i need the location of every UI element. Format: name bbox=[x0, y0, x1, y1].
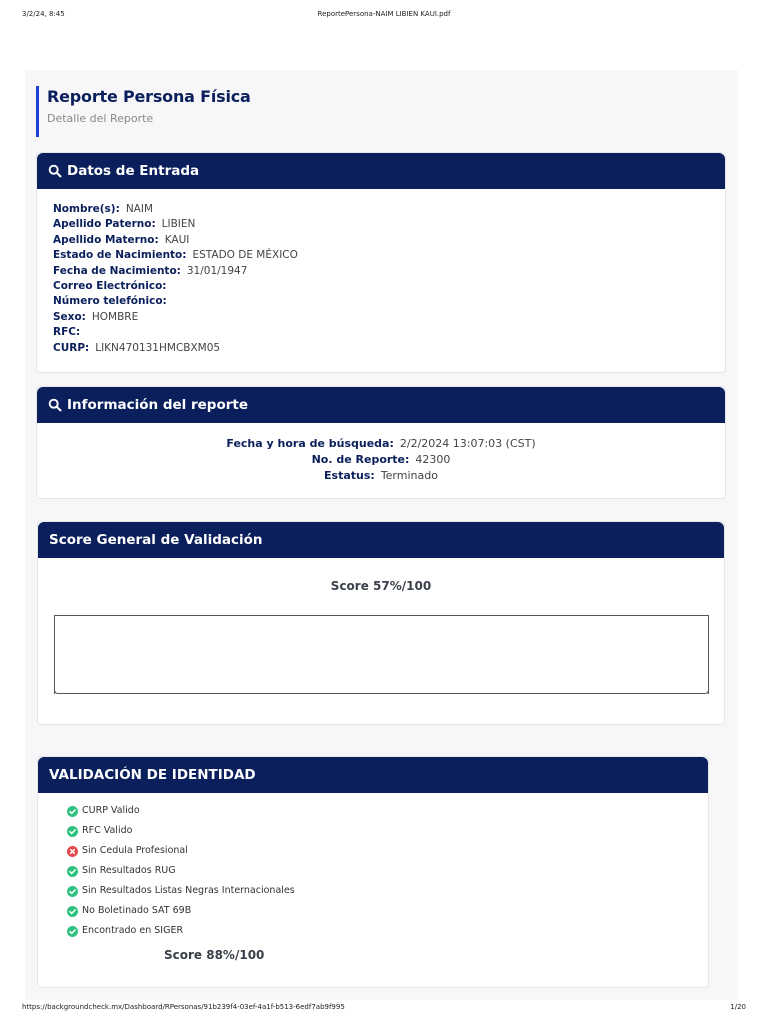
field-label: Nombre(s): bbox=[53, 203, 120, 215]
field-row bbox=[53, 217, 725, 232]
report-title-block bbox=[36, 86, 336, 137]
field-row bbox=[53, 294, 725, 309]
print-page-number: 1/20 bbox=[730, 1003, 746, 1011]
datos-entrada-fields bbox=[37, 189, 725, 356]
field-row bbox=[53, 325, 725, 340]
score-general-header bbox=[38, 522, 724, 558]
field-row bbox=[53, 233, 725, 248]
score-general-text: Score 57%/100 bbox=[330, 579, 432, 593]
field-row bbox=[53, 248, 725, 263]
field-label: Estado de Nacimiento: bbox=[53, 249, 187, 262]
page-subtitle: Detalle del Reporte bbox=[47, 112, 154, 125]
validacion-item-label: Sin Cedula Profesional bbox=[82, 845, 188, 856]
field-label: CURP: bbox=[53, 341, 90, 354]
validacion-item-label: Encontrado en SIGER bbox=[82, 925, 184, 936]
validacion-item bbox=[67, 861, 708, 881]
search-icon bbox=[48, 398, 62, 412]
info-value: 42300 bbox=[415, 453, 451, 466]
field-label: Fecha de Nacimiento: bbox=[53, 264, 181, 277]
field-label: Apellido Paterno: bbox=[53, 218, 156, 231]
validacion-item bbox=[67, 821, 708, 841]
field-row bbox=[53, 310, 725, 325]
validacion-item bbox=[67, 881, 708, 901]
print-doc-title: ReportePersona-NAIM LIBIEN KAUI.pdf bbox=[317, 10, 451, 18]
field-label: Número telefónico: bbox=[53, 295, 167, 308]
field-value: LIKN470131HMCBXM05 bbox=[95, 341, 221, 354]
print-footer bbox=[22, 1003, 746, 1015]
check-circle-icon bbox=[67, 806, 78, 817]
validacion-item bbox=[67, 901, 708, 921]
check-circle-icon bbox=[67, 826, 78, 837]
datos-entrada-card bbox=[36, 152, 726, 373]
field-label: RFC: bbox=[53, 326, 81, 339]
print-header bbox=[22, 10, 746, 22]
field-label: Correo Electrónico: bbox=[53, 280, 167, 293]
page-title: Reporte Persona Física bbox=[47, 87, 251, 106]
info-value: 2/2/2024 13:07:03 (CST) bbox=[399, 437, 536, 450]
info-reporte-title: Información del reporte bbox=[67, 397, 248, 413]
info-reporte-fields bbox=[37, 423, 725, 484]
validacion-item-label: CURP Valido bbox=[82, 805, 140, 816]
validacion-card bbox=[37, 756, 709, 988]
score-general-card bbox=[37, 521, 725, 725]
validacion-item bbox=[67, 841, 708, 861]
validacion-item-label: Sin Resultados Listas Negras Internacionales bbox=[82, 885, 295, 896]
info-label: No. de Reporte: bbox=[311, 453, 410, 466]
info-row bbox=[37, 452, 725, 468]
field-value: KAUI bbox=[164, 233, 190, 246]
datos-entrada-title: Datos de Entrada bbox=[67, 163, 200, 179]
check-circle-icon bbox=[67, 926, 78, 937]
score-general-title: Score General de Validación bbox=[49, 532, 263, 548]
field-value: NAIM bbox=[125, 203, 154, 215]
info-reporte-header bbox=[37, 387, 725, 423]
field-value: ESTADO DE MÉXICO bbox=[192, 249, 298, 262]
field-label: Sexo: bbox=[53, 310, 86, 323]
field-row bbox=[53, 279, 725, 294]
field-value: 31/01/1947 bbox=[186, 264, 248, 277]
field-value: HOMBRE bbox=[91, 310, 139, 323]
field-row bbox=[53, 341, 725, 356]
validacion-item bbox=[67, 801, 708, 821]
validacion-title: VALIDACIÓN DE IDENTIDAD bbox=[49, 767, 256, 783]
validacion-item bbox=[67, 921, 708, 941]
check-circle-icon bbox=[67, 906, 78, 917]
validacion-item-label: Sin Resultados RUG bbox=[82, 865, 176, 876]
validacion-item-label: No Boletinado SAT 69B bbox=[82, 905, 192, 916]
validacion-header bbox=[38, 757, 708, 793]
validacion-item-label: RFC Valido bbox=[82, 825, 133, 836]
field-label: Apellido Materno: bbox=[53, 233, 159, 246]
validacion-list bbox=[38, 793, 708, 941]
info-row bbox=[37, 436, 725, 452]
search-icon bbox=[48, 164, 62, 178]
field-value: LIBIEN bbox=[161, 218, 196, 231]
info-reporte-card bbox=[36, 386, 726, 499]
check-circle-icon bbox=[67, 886, 78, 897]
datos-entrada-header bbox=[37, 153, 725, 189]
field-row bbox=[53, 202, 725, 217]
info-value: Terminado bbox=[380, 469, 438, 482]
score-gauge-base bbox=[54, 688, 709, 694]
field-row bbox=[53, 264, 725, 279]
print-date: 3/2/24, 8:45 bbox=[22, 10, 65, 18]
check-circle-icon bbox=[67, 866, 78, 877]
print-url: https://backgroundcheck.mx/Dashboard/RPersonas/91b239f4-03ef-4a1f-b513-6edf7ab9f995 bbox=[22, 1003, 345, 1011]
score-gauge-frame bbox=[54, 615, 709, 694]
info-label: Estatus: bbox=[324, 469, 375, 482]
info-label: Fecha y hora de búsqueda: bbox=[226, 437, 394, 450]
info-row bbox=[37, 468, 725, 484]
x-circle-icon bbox=[67, 846, 78, 857]
validacion-score-text: Score 88%/100 bbox=[164, 948, 265, 962]
